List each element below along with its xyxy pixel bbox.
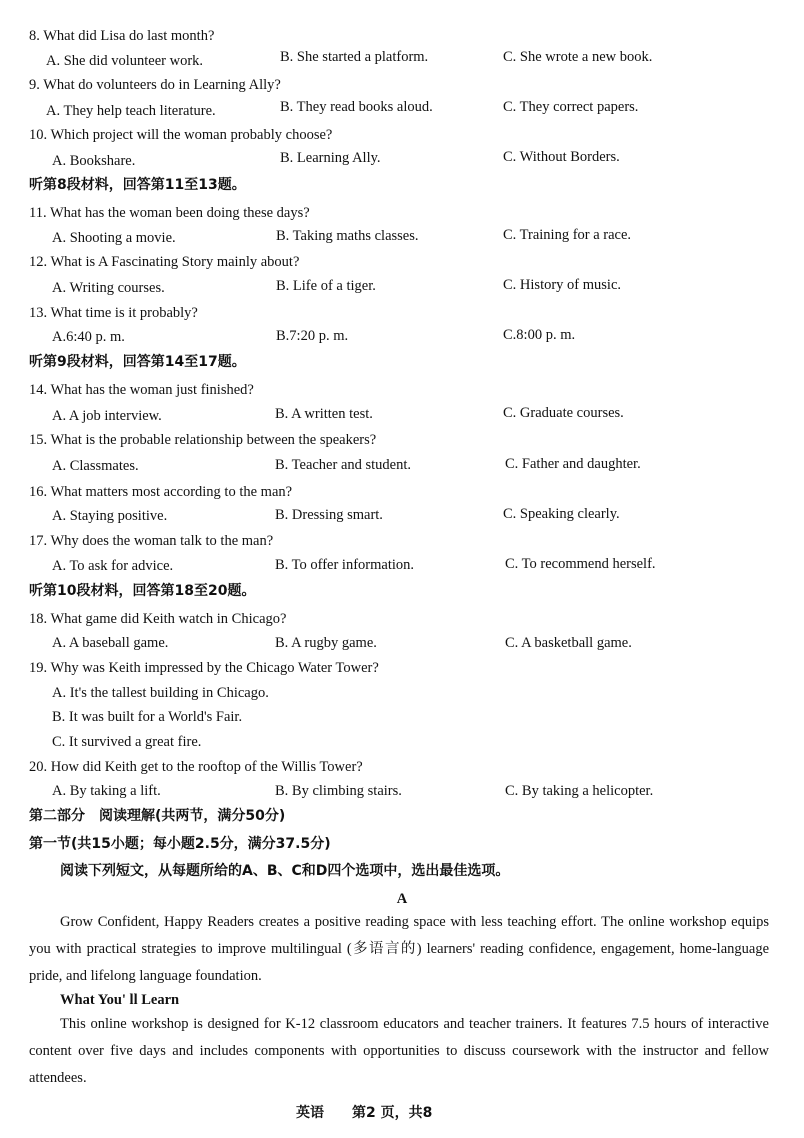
q9-option-b: B. They read books aloud. (280, 99, 433, 115)
q19-option-c: C. It survived a great fire. (52, 734, 202, 750)
q10-option-a: A. Bookshare. (52, 153, 136, 169)
q13-option-a: A.6:40 p. m. (52, 329, 125, 345)
q14-option-c: C. Graduate courses. (503, 405, 624, 421)
passage-subheading: What You' ll Learn (60, 992, 180, 1008)
q17-option-b: B. To offer information. (275, 557, 414, 573)
passage-paragraph-2: This online workshop is designed for K-12 classroom educators and teacher trainers. It features 7.5 hours of interactive content over five days and includes components with opportunities to discuss coursework with the instructor and fellow attendees. (29, 1016, 769, 1086)
passage-paragraph-1: Grow Confident, Happy Readers creates a positive reading space with less teaching effort. The online workshop equips you with practical strategies to improve multilingual (多语言的) learners' reading confidence, engagement, home-language pride, and lifelong language foundation. (29, 914, 769, 984)
q19-option-b: B. It was built for a World's Fair. (52, 709, 243, 725)
q8-option-a: A. She did volunteer work. (46, 53, 204, 69)
question-8: 8. What did Lisa do last month? (29, 28, 215, 44)
section-head-8: 听第8段材料，回答第11至13题。 (29, 177, 246, 193)
q11-option-b: B. Taking maths classes. (276, 228, 419, 244)
section-head-10: 听第10段材料，回答第18至20题。 (29, 583, 256, 599)
question-20: 20. How did Keith get to the rooftop of the Willis Tower? (29, 759, 363, 775)
q15-option-b: B. Teacher and student. (275, 457, 412, 473)
q16-option-a: A. Staying positive. (52, 508, 168, 524)
q10-option-c: C. Without Borders. (503, 149, 620, 165)
question-10: 10. Which project will the woman probably choose? (29, 127, 333, 143)
q14-option-a: A. A job interview. (52, 408, 162, 424)
q9-option-c: C. They correct papers. (503, 99, 639, 115)
q15-option-c: C. Father and daughter. (505, 456, 641, 472)
question-12: 12. What is A Fascinating Story mainly about? (29, 254, 300, 270)
part2-instruction: 阅读下列短文，从每题所给的A、B、C和D四个选项中，选出最佳选项。 (60, 863, 510, 879)
q13-option-c: C.8:00 p. m. (503, 327, 576, 343)
question-15: 15. What is the probable relationship between the speakers? (29, 432, 377, 448)
q18-option-c: C. A basketball game. (505, 635, 632, 651)
q10-option-b: B. Learning Ally. (280, 150, 381, 166)
q11-option-a: A. Shooting a movie. (52, 230, 176, 246)
question-13: 13. What time is it probably? (29, 305, 198, 321)
q16-option-b: B. Dressing smart. (275, 507, 383, 523)
q17-option-a: A. To ask for advice. (52, 558, 174, 574)
q14-option-b: B. A written test. (275, 406, 373, 422)
q9-option-a: A. They help teach literature. (46, 103, 216, 119)
q16-option-c: C. Speaking clearly. (503, 506, 620, 522)
page-footer: 英语 第2 页，共8 (296, 1105, 433, 1121)
question-11: 11. What has the woman been doing these days? (29, 205, 310, 221)
q19-option-a: A. It's the tallest building in Chicago. (52, 685, 269, 701)
q18-option-b: B. A rugby game. (275, 635, 377, 651)
q15-option-a: A. Classmates. (52, 458, 139, 474)
part2-section1: 第一节(共15小题；每小题2.5分，满分37.5分) (29, 836, 331, 852)
q11-option-c: C. Training for a race. (503, 227, 632, 243)
section-head-9: 听第9段材料，回答第14至17题。 (29, 354, 246, 370)
question-9: 9. What do volunteers do in Learning Ally? (29, 77, 281, 93)
q18-option-a: A. A baseball game. (52, 635, 169, 651)
q12-option-c: C. History of music. (503, 277, 622, 293)
q13-option-b: B.7:20 p. m. (276, 328, 349, 344)
q20-option-b: B. By climbing stairs. (275, 783, 402, 799)
q12-option-a: A. Writing courses. (52, 280, 165, 296)
part2-title: 第二部分 阅读理解(共两节，满分50分) (29, 808, 286, 824)
question-14: 14. What has the woman just finished? (29, 382, 254, 398)
q17-option-c: C. To recommend herself. (505, 556, 656, 572)
q20-option-c: C. By taking a helicopter. (505, 783, 654, 799)
question-16: 16. What matters most according to the man? (29, 484, 293, 500)
q8-option-b: B. She started a platform. (280, 49, 429, 65)
q8-option-c: C. She wrote a new book. (503, 49, 653, 65)
q20-option-a: A. By taking a lift. (52, 783, 161, 799)
q12-option-b: B. Life of a tiger. (276, 278, 376, 294)
question-19: 19. Why was Keith impressed by the Chicago Water Tower? (29, 660, 379, 676)
question-18: 18. What game did Keith watch in Chicago? (29, 611, 287, 627)
passage-label: A (396, 891, 408, 907)
question-17: 17. Why does the woman talk to the man? (29, 533, 274, 549)
